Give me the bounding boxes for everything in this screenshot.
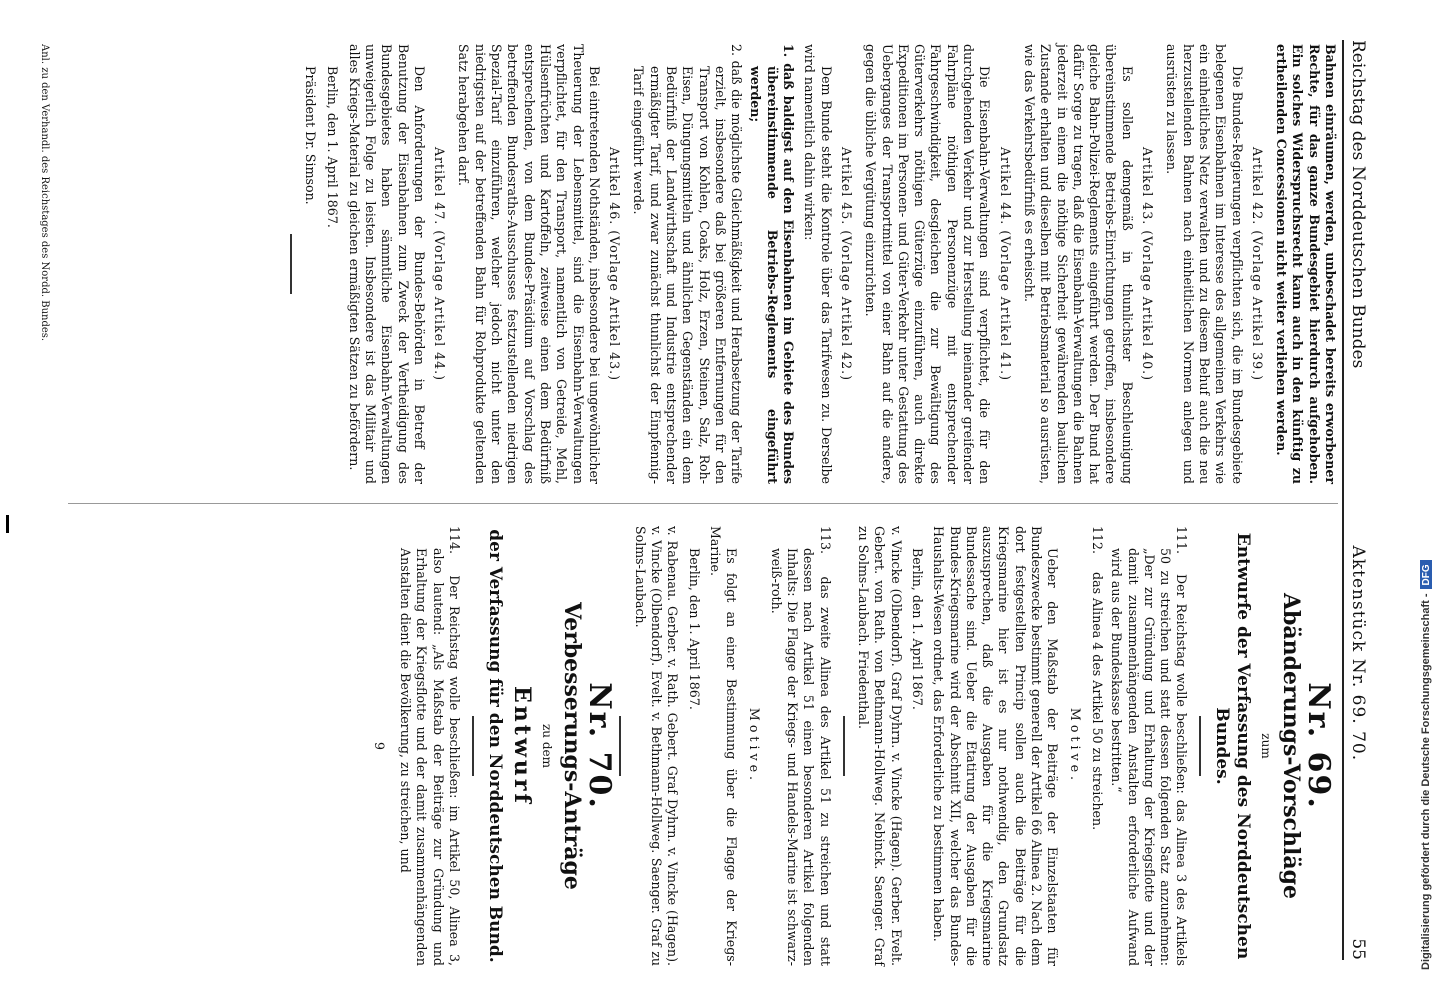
dfg-logo: DFG (1420, 560, 1432, 589)
page-header (1342, 40, 1378, 960)
motion-number: 111. (1174, 526, 1190, 555)
article-45-text: Dem Bunde steht die Kontrole über das Tarifwesen zu. Derselbe wird namentlich dahin wirken: (802, 44, 834, 484)
document-69-title: Abänderungs-Vorschläge (1277, 592, 1304, 900)
date-line-1: Berlin, den 1. April 1867. (909, 548, 925, 710)
separator-rule (472, 716, 474, 776)
header-left: Reichstag des Norddeutschen Bundes (1348, 40, 1368, 369)
article-45-item-1 (747, 44, 796, 484)
motion-text: das Alinea 4 des Artikel 50 zu streichen. (1089, 572, 1105, 831)
article-42-heading: Artikel 42. (Vorlage Artikel 39.) (1249, 146, 1265, 382)
signatories-2: v. Rabenau. Gerber. v. Rath. Gebert. Graf Dyhrn. v. Vincke (Hagen). v. Vincke (Olbendorf). Evelt. v. Bethmann-Hollweg. Saenger. Graf zu Solms-Laubach. (632, 526, 681, 966)
separator-rule (843, 716, 845, 776)
document-70-title: Verbesserungs-Anträge (559, 602, 586, 890)
motion-text: Der Reichstag wolle beschließen: das Alinea 3 des Artikels 50 zu streichen und statt dessen folgenden Satz anzunehmen: „Der zur Gründung und Erhaltung der Kriegsflotte und der damit zusammenhängenden Anstalten erforderliche Aufwand wird aus der Bundeskasse bestritten.“ (1109, 548, 1190, 966)
motion-number: 114. (446, 526, 462, 555)
article-42-text: Die Bundes-Regierungen verpflichten sich, die im Bundesgebiete belegenen Eisenbahnen im Interesse des allgemeinen Verkehrs wie ein einheitliches Netz verwalten und zu diesem Behuf auch die neu herzustellenden Bahnen nach einheitlichen Normen anlegen und ausrüsten zu lassen. (1164, 44, 1245, 484)
article-46-text: Bei eintretenden Nothständen, insbesondere bei ungewöhnlicher Theuerung der Lebensmittel, sind die Eisenbahn-Verwaltungen verpflichtet, für den Transport, namentlich von Getreide, Mehl, Hülsenfrüchten und Kartoffeln, zeitweise einen dem Bedürfniß entsprechenden, von dem Bundes-Präsidium auf Vorschlag des betreffenden Bundesraths-Ausschusses festzustellenden niedrigen Spezial-Tarif einzuführen, welcher jedoch nicht unter den niedrigsten auf der betreffenden Bahn für Rohprodukte geltenden Satz herabgehen darf. (456, 44, 602, 484)
motion-text: das zweite Alinea des Artikel 51 zu streichen und statt dessen nach Artikel 51 einen besonderen Artikel folgenden Inhalts: Die Flagge der Kriegs- und Handels-Marine ist schwarz-weiß-roth. (768, 548, 833, 966)
article-47-text: Den Anforderungen der Bundes-Behörden in Betreff der Benutzung der Eisenbahnen zum Zweck der Vertheidigung des Bundesgebietes haben sämmtliche Eisenbahn-Verwaltungen unweigerlich Folge zu leisten. Insbesondere ist das Militair und alles Kriegs-Material zu gleichen ermäßigten Sätzen zu befördern. (346, 44, 427, 484)
document-70-subtitle: der Verfassung für den Norddeutschen Bund. (484, 529, 505, 963)
article-43-heading: Artikel 43. (Vorlage Artikel 40.) (1140, 146, 1156, 382)
watermark-text (1420, 70, 1432, 970)
article-43-text: Es sollen demgemäß in thunlichster Beschleunigung übereinstimmende Betriebs-Einrichtungen getroffen, insbesondere gleiche Bahn-Polizei-Reglements eingeführt werden. Der Bund hat dafür Sorge zu tragen, daß die Eisenbahn-Verwaltungen die Bahnen jederzeit in einem die nöthige Sicherheit gewährenden baulichen Zustande erhalten und dieselben mit Betriebsmaterial so ausrüsten, wie das Verkehrsbedürfniß es erheischt. (1021, 44, 1135, 484)
motion-114 (397, 526, 462, 966)
watermark-caption: Digitalisierung gefördert durch die Deutsche Forschungsgemeinschaft - (1420, 593, 1432, 970)
scan-edge-mark (6, 515, 9, 533)
article-46-heading: Artikel 46. (Vorlage Artikel 43.) (607, 146, 623, 382)
document-69-zum: zum (1258, 733, 1273, 759)
motive-heading-2: Motive. (746, 707, 762, 785)
president-signature: Präsident Dr. Simson. (303, 66, 319, 205)
item-number: 2. (729, 44, 745, 57)
item-text: daß baldigst auf den Eisenbahnen im Gebiete des Bundes übereinstimmende Betriebs-Reglements eingeführt werden; (748, 63, 797, 484)
date-line: Berlin, den 1. April 1867. (325, 66, 341, 228)
motion-text: Der Reichstag wolle beschließen: im Artikel 50, Alinea 3, also lautend: „Als Maßstab der Beiträge zur Gründung und Erhaltung der Kriegsflotte und der damit zusammenhängenden Anstalten dient die Bevölkerung, zu streichen, und (398, 548, 462, 966)
sheet-signature-mark: 9 (371, 741, 387, 750)
item-number: 1. (781, 44, 797, 58)
signatories-1: v. Vincke (Olbendorf). Graf Dyhrn. v. Vincke (Hagen). Gerber. Evelt. Gebert. von Rath. von Bethmann-Hollweg. Nebinck. Saenger. Graf zu Solms-Laubach. Friedenthal. (856, 526, 904, 966)
separator-rule (1199, 716, 1201, 776)
motion-number: 113. (817, 526, 833, 555)
motion-number: 112. (1089, 526, 1105, 555)
separator-rule (290, 234, 292, 294)
article-45-heading: Artikel 45. (Vorlage Artikel 42.) (838, 146, 854, 382)
left-column (280, 44, 1338, 484)
separator-rule (620, 716, 622, 776)
motion-111 (1108, 526, 1189, 966)
column-divider (68, 503, 1338, 504)
document-70-zu-dem: zu dem (540, 723, 555, 769)
document-70-number: Nr. 70. (582, 682, 618, 810)
date-line-2: Berlin, den 1. April 1867. (686, 548, 702, 710)
dfg-watermark (1398, 40, 1432, 1000)
header-document-number: Aktenstück Nr. 69. 70. (1348, 545, 1368, 762)
motion-113 (768, 526, 833, 966)
document-70-entwurf: Entwurf (508, 686, 535, 806)
footnote: Anl. zu den Verhandl. des Reichstages des Nordd. Bundes. (39, 44, 50, 342)
article-44-heading: Artikel 44. (Vorlage Artikel 41.) (997, 146, 1013, 382)
page-number: 55 (1348, 938, 1368, 960)
motion-112 (1089, 526, 1105, 966)
article-44-text: Die Eisenbahn-Verwaltungen sind verpflichtet, die für den durchgehenden Verkehr und zur Herstellung ineinander greifender Fahrpläne nöthigen Personenzüge mit entsprechender Fahrgeschwindigkeit, desgleichen die zur Bewältigung des Güterverkehrs nöthigen Güterzüge einzuführen, auch direkte Expeditionen im Personen- und Güter-Verkehr unter Gestattung des Ueberganges der Transportmittel von einer Bahn auf die andere, gegen die übliche Vergütung einzurichten. (863, 44, 993, 484)
motive-text-1: Ueber den Maßstab der Beiträge der Einzelstaaten für Bundeszwecke bestimmt generell der Artikel 66 Alinea 2. Nach dem dort festgestellten Princip sollen auch die Beiträge für die Kriegsmarine hier ist es nur nothwendig, den Grundsatz auszusprechen, daß die Ausgaben für die Kriegsmarine Bundessache sind. Ueber die Etatirung der Ausgaben für die Bundes-Kriegsmarine wird der Abschnitt XII, welcher das Bundes-Haushalts-Wesen ordnet, das Erforderliche zu bestimmen haben. (931, 526, 1061, 966)
article-45-item-2 (630, 44, 744, 484)
item-text: daß die möglichste Gleichmäßigkeit und Herabsetzung der Tarife erzielt, insbesondere daß bei größeren Entfernungen für den Transport von Kohlen, Coaks, Holz, Erzen, Steinen, Salz, Roh-Eisen, Düngungsmitteln und ähnlichen Gegenständen ein dem Bedürfniß der Landwirthschaft und Industrie entsprechender ermäßigter Tarif, und zwar zunächst thunlichst der Einpfennig-Tarif eingeführt werde. (631, 60, 745, 484)
motive-heading-1: Motive. (1067, 707, 1083, 785)
motive-text-2: Es folgt an einer Bestimmung über die Flagge der Kriegs-Marine. (707, 526, 740, 966)
intro-paragraph: Bahnen einräumen, werden, unbeschadet bereits erworbener Rechte, für das ganze Bundesgebiet hierdurch aufgehoben. Ein solches Widerspruchsrecht kann auch in den künftig zu ertheilenden Concessionen nicht weiter verliehen werden. (1274, 44, 1338, 484)
right-column (370, 526, 1338, 966)
document-69-subtitle: Entwurfe der Verfassung des Norddeutschen Bundes. (1212, 532, 1254, 960)
article-47-heading: Artikel 47. (Vorlage Artikel 44.) (432, 146, 448, 382)
document-69-number: Nr. 69. (1301, 682, 1336, 810)
